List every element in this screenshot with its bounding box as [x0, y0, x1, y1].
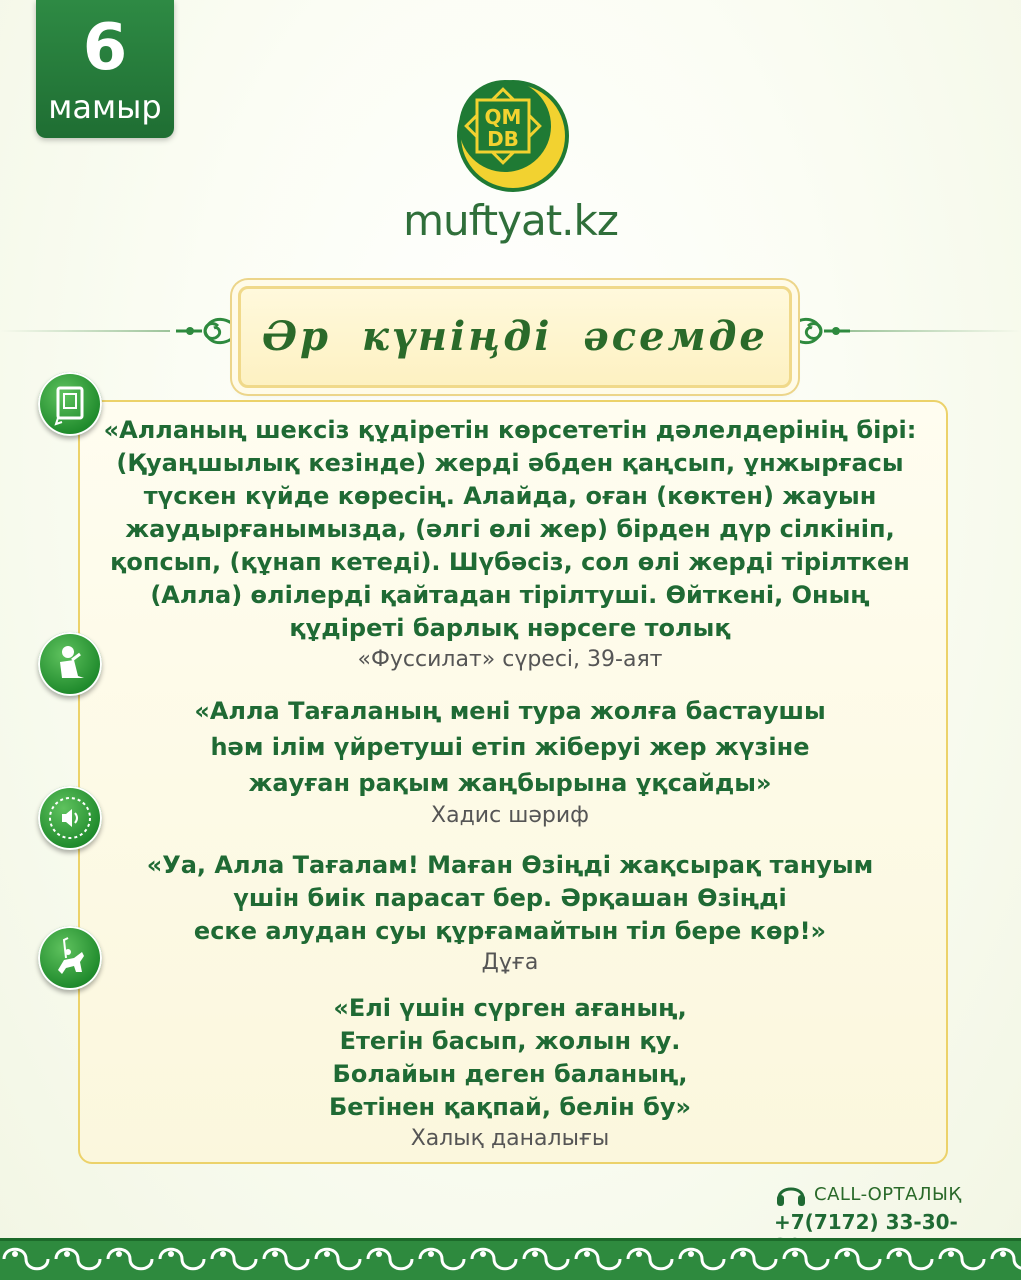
border-scroll-motif [420, 1249, 464, 1269]
ornament-left-icon [172, 308, 242, 354]
qmdb-crescent-logo [453, 76, 573, 196]
border-scroll-motif [680, 1249, 724, 1269]
quote-line: «Алланың шексіз құдіретін көрсететін дәлелдерінің бірі: [103, 416, 917, 444]
border-dot [220, 1251, 226, 1257]
border-dot [532, 1251, 538, 1257]
border-scroll-motif [4, 1249, 48, 1269]
logo-letters-top: QM [484, 105, 522, 129]
border-edge [0, 1238, 1021, 1241]
quote-line: «Алла Тағаланың мені тура жолға бастаушы [194, 697, 826, 725]
border-dot [688, 1251, 694, 1257]
border-dot [428, 1251, 434, 1257]
call-center-label: CALL-ОРТАЛЫҚ [814, 1184, 962, 1205]
call-center-phone[interactable]: +7(7172) 33-30- [774, 1210, 958, 1234]
horseman-icon [38, 926, 102, 990]
quote-line: жауған рақым жаңбырына ұқсайды» [248, 769, 772, 797]
date-day: 6 [82, 11, 128, 85]
border-scroll-motif [784, 1249, 828, 1269]
border-dot [116, 1251, 122, 1257]
ornament-right-icon [784, 308, 854, 354]
title-plaque [238, 286, 792, 388]
border-scroll-motif [628, 1249, 672, 1269]
quote-line: құдіреті барлық нәрсеге толық [289, 614, 731, 642]
border-dot [376, 1251, 382, 1257]
quote-block-2 [100, 693, 920, 831]
quote-line: Етегін басып, жолын қу. [339, 1027, 681, 1055]
quote-line: «Елі үшін сүрген ағаның, [333, 994, 687, 1022]
border-dot [168, 1251, 174, 1257]
border-dot [896, 1251, 902, 1257]
quote-source: Хадис шәриф [431, 803, 589, 828]
border-scroll-motif [524, 1249, 568, 1269]
ornamental-border [0, 1238, 1021, 1280]
border-scroll-motif [836, 1249, 880, 1269]
border-dot [272, 1251, 278, 1257]
border-scroll-motif [212, 1249, 256, 1269]
border-dot [636, 1251, 642, 1257]
border-dot [948, 1251, 954, 1257]
speaker-audio-icon [38, 786, 102, 850]
quote-line: һәм ілім үйретуші етіп жіберуі жер жүзіне [210, 733, 810, 761]
quote-line: Болайын деген баланың, [332, 1060, 688, 1088]
border-scroll-motif [160, 1249, 204, 1269]
border-scroll-motif [888, 1249, 932, 1269]
headset-icon [774, 1180, 808, 1210]
quote-source: Халық даналығы [410, 1126, 610, 1151]
call-center [774, 1180, 964, 1236]
page-title: Әр күніңді әсемде [262, 313, 768, 360]
border-dot [844, 1251, 850, 1257]
border-scroll-motif [368, 1249, 412, 1269]
quote-source: Дұға [481, 950, 539, 975]
border-scroll-motif [316, 1249, 360, 1269]
border-scroll-motif [576, 1249, 620, 1269]
quote-line: жаудырғанымызда, (әлгі өлі жер) бірден дүр сілкініп, [125, 515, 895, 543]
date-month: мамыр [48, 88, 162, 126]
border-scroll-motif [56, 1249, 100, 1269]
border-scroll-motif [992, 1249, 1021, 1269]
quote-line: «Уа, Алла Тағалам! Маған Өзіңді жақсырақ тануым [146, 851, 874, 879]
quote-line: түскен күйде көресің. Алайда, оған (көктен) жауын [143, 482, 877, 510]
border-scroll-motif [940, 1249, 984, 1269]
border-scroll-motif [732, 1249, 776, 1269]
border-dot [740, 1251, 746, 1257]
border-dot [324, 1251, 330, 1257]
site-name: muftyat.kz [403, 196, 618, 245]
quote-block-4 [100, 992, 920, 1154]
quotes-area [100, 414, 920, 1154]
date-badge [36, 0, 174, 138]
quote-line: Бетінен қақпай, белін бу» [328, 1093, 692, 1121]
border-scroll-motif [472, 1249, 516, 1269]
logo-letters-bottom: DB [487, 127, 519, 151]
quote-line: үшін биік парасат бер. Әрқашан Өзіңді [233, 884, 787, 912]
border-scroll-motif [264, 1249, 308, 1269]
border-dot [12, 1251, 18, 1257]
border-dot [792, 1251, 798, 1257]
border-dot [1000, 1251, 1006, 1257]
quote-line: (Қуаңшылық кезінде) жерді әбден қаңсып, ұнжырғасы [116, 449, 904, 477]
quote-block-1 [100, 414, 920, 675]
quran-book-icon [38, 372, 102, 436]
border-dot [480, 1251, 486, 1257]
praying-person-icon [38, 632, 102, 696]
quote-source: «Фуссилат» сүресі, 39-аят [357, 647, 663, 672]
divider-right [850, 330, 1021, 332]
quote-line: еске алудан суы құрғамайтын тіл бере көр!» [193, 917, 827, 945]
quote-line: қопсып, (құнап кетеді). Шүбәсіз, сол өлі жерді тірілткен [110, 548, 910, 576]
border-dot [584, 1251, 590, 1257]
border-scroll-motif [108, 1249, 152, 1269]
quote-line: (Алла) өлілерді қайтадан тірілтуші. Өйткені, Оның [150, 581, 870, 609]
border-dot [64, 1251, 70, 1257]
quote-block-3 [100, 849, 920, 978]
divider-left [0, 330, 170, 332]
